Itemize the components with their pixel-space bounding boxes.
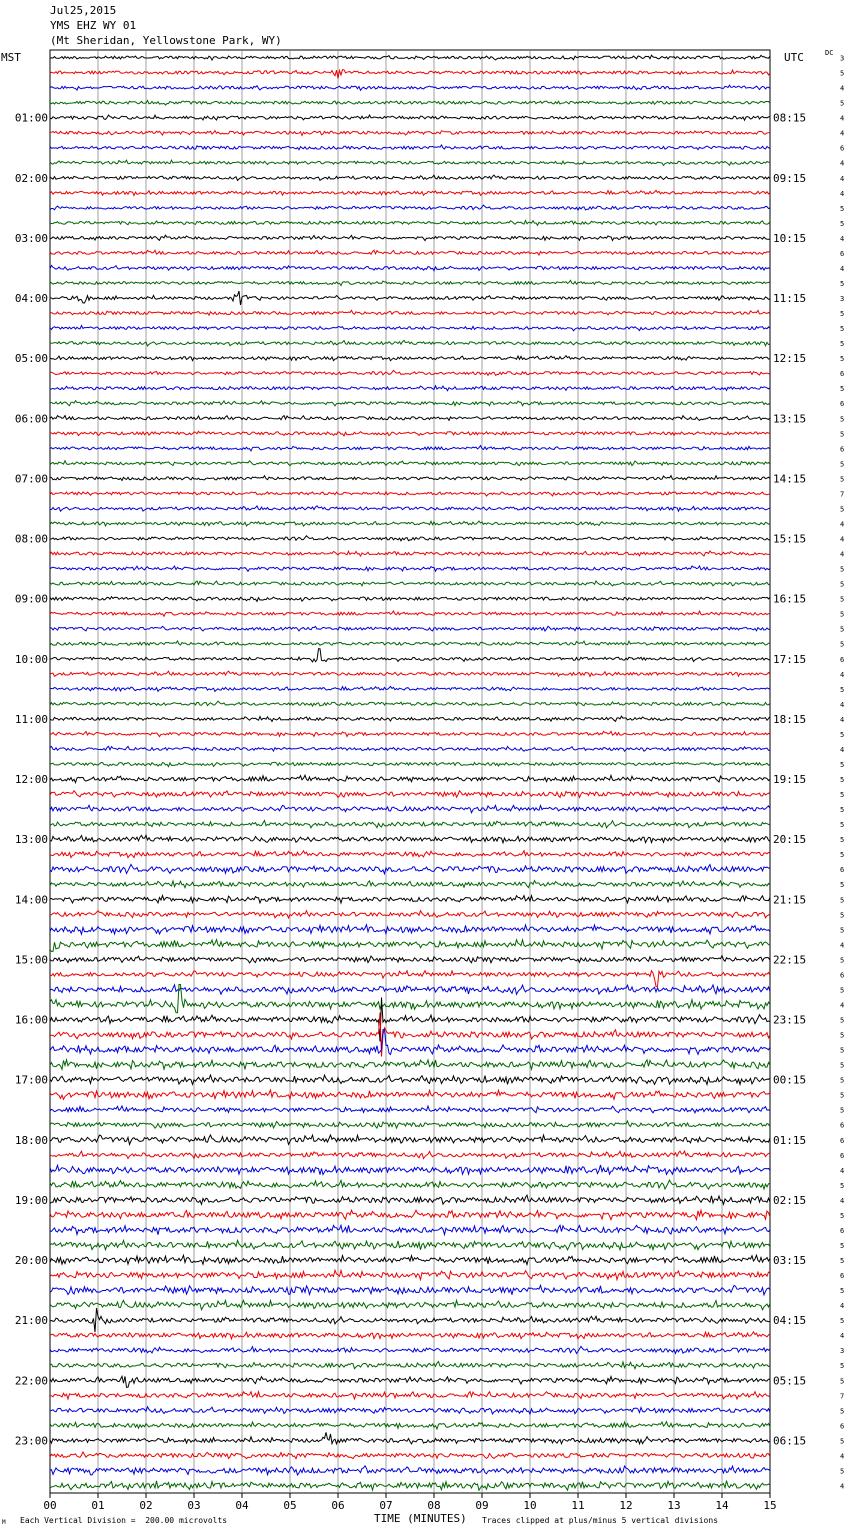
x-tick-label: 02 [139,1499,153,1512]
mst-hour-label: 20:00 [14,1254,48,1268]
mst-hour-label: 06:00 [14,412,48,426]
utc-hour-label: 08:15 [773,111,807,125]
trace-row [50,1407,770,1414]
trace-row [50,265,770,270]
dc-offset-value: 6 [840,370,845,379]
x-tick-label: 03 [187,1499,201,1512]
mst-hour-label: 22:00 [14,1374,48,1388]
dc-offset-value: 5 [840,911,845,920]
dc-offset-value: 5 [840,730,845,739]
dc-offset-value: 5 [840,881,845,890]
trace-row [50,911,770,918]
dc-offset-value: 5 [840,1211,845,1220]
dc-offset-label: DC [825,49,834,57]
trace-row [50,791,770,798]
dc-offset-value: 6 [840,1272,845,1281]
clip-note: Traces clipped at plus/minus 5 vertical divisions [482,1516,719,1525]
x-tick-label: 09 [475,1499,489,1512]
header-date: Jul25,2015 [50,4,117,17]
mst-hour-label: 16:00 [14,1013,48,1027]
utc-hour-label: 05:15 [773,1374,807,1388]
dc-offset-value: 5 [840,355,845,364]
dc-offset-value: 6 [840,971,845,980]
dc-offset-value: 5 [840,926,845,935]
trace-row [50,925,770,935]
mst-hour-label: 04:00 [14,292,48,306]
utc-hour-label: 15:15 [773,532,807,546]
dc-offset-value: 5 [840,986,845,995]
mst-hour-label: 08:00 [14,532,48,546]
trace-row [50,160,770,165]
trace-row [50,971,770,987]
trace-row [50,416,770,421]
header-location: (Mt Sheridan, Yellowstone Park, WY) [50,34,282,47]
trace-row [50,597,770,602]
trace-row [50,401,770,406]
dc-offset-value: 4 [840,159,845,168]
dc-offset-value: 5 [840,760,845,769]
dc-offset-value: 5 [840,836,845,845]
dc-offset-value: 6 [840,866,845,875]
dc-offset-value: 5 [840,69,845,78]
dc-offset-value: 7 [840,1392,845,1401]
dc-offset-value: 5 [840,776,845,785]
trace-row [50,115,770,120]
dc-offset-value: 6 [840,144,845,153]
trace-row [50,551,770,556]
dc-offset-value: 6 [840,249,845,258]
trace-row [50,686,770,691]
dc-offset-value: 6 [840,1422,845,1431]
utc-hour-label: 02:15 [773,1193,807,1207]
trace-row [50,1308,770,1332]
trace-row [50,145,770,150]
dc-offset-value: 5 [840,279,845,288]
utc-hour-label: 09:15 [773,171,807,185]
trace-row [50,190,770,195]
dc-offset-value: 3 [840,54,845,63]
dc-offset-value: 5 [840,1031,845,1040]
trace-row [50,175,770,180]
trace-row [50,1466,770,1475]
trace-row [50,864,770,873]
trace-row [50,280,770,285]
trace-row [50,716,770,721]
trace-row [50,1300,770,1309]
dc-offset-value: 6 [840,1151,845,1160]
dc-offset-value: 5 [840,1407,845,1416]
dc-offset-value: 5 [840,475,845,484]
trace-row [50,235,770,240]
x-axis-title: TIME (MINUTES) [374,1512,467,1525]
x-tick-label: 00 [43,1499,57,1512]
dc-offset-value: 4 [840,670,845,679]
mst-hour-label: 01:00 [14,111,48,125]
trace-row [50,370,770,375]
mst-hour-label: 23:00 [14,1434,48,1448]
dc-offset-value: 4 [840,715,845,724]
dc-offset-value: 4 [840,1452,845,1461]
dc-offset-value: 5 [840,1437,845,1446]
trace-row [50,1180,770,1189]
dc-offset-value: 4 [840,84,845,93]
dc-offset-value: 5 [840,1016,845,1025]
trace-row [50,940,770,952]
utc-hour-label: 01:15 [773,1133,807,1147]
dc-offset-value: 5 [840,580,845,589]
utc-hour-label: 12:15 [773,352,807,366]
dc-offset-value: 7 [840,490,845,499]
dc-offset-value: 4 [840,520,845,529]
utc-hour-label: 21:15 [773,893,807,907]
trace-row [50,762,770,766]
trace-row [50,356,770,361]
trace-row [50,431,770,436]
dc-offset-value: 5 [840,430,845,439]
right-timezone-label: UTC [784,51,804,64]
dc-offset-value: 4 [840,114,845,123]
mst-hour-label: 13:00 [14,833,48,847]
mst-hour-label: 12:00 [14,773,48,787]
trace-row [50,805,770,812]
trace-row [50,476,770,481]
trace-row [50,1376,770,1387]
trace-row [50,1165,770,1175]
trace-row [50,492,770,496]
trace-row [50,1332,770,1339]
mst-hour-label: 17:00 [14,1073,48,1087]
mst-hour-label: 07:00 [14,472,48,486]
dc-offset-value: 5 [840,821,845,830]
trace-row [50,851,770,858]
utc-hour-label: 16:15 [773,592,807,606]
dc-offset-value: 4 [840,174,845,183]
trace-row [50,250,770,255]
trace-row [50,1090,770,1099]
dc-offset-value: 6 [840,400,845,409]
x-tick-label: 12 [619,1499,633,1512]
trace-row [50,1030,770,1055]
dc-offset-value: 5 [840,685,845,694]
mst-hour-label: 02:00 [14,171,48,185]
dc-offset-value: 5 [840,1076,845,1085]
utc-hour-label: 14:15 [773,472,807,486]
utc-hour-label: 22:15 [773,953,807,967]
mst-hour-label: 10:00 [14,652,48,666]
dc-offset-value: 5 [840,1106,845,1115]
trace-row [50,205,770,210]
dc-offset-value: 4 [840,234,845,243]
trace-row [50,611,770,616]
trace-row [50,701,770,706]
x-tick-label: 14 [715,1499,729,1512]
trace-row [50,310,770,315]
trace-row [50,1362,770,1369]
trace-row [50,221,770,226]
trace-row [50,131,770,136]
trace-row [50,1270,770,1279]
dc-offset-value: 5 [840,219,845,228]
x-tick-label: 01 [91,1499,105,1512]
trace-row [50,1106,770,1113]
trace-row [50,1151,770,1159]
trace-row [50,55,770,60]
dc-offset-value: 5 [840,204,845,213]
trace-row [50,1195,770,1204]
dc-offset-value: 4 [840,941,845,950]
x-tick-label: 11 [571,1499,585,1512]
dc-offset-value: 6 [840,655,845,664]
dc-offset-value: 5 [840,610,845,619]
dc-offset-value: 3 [840,295,845,304]
trace-row [50,1422,770,1429]
utc-hour-label: 23:15 [773,1013,807,1027]
dc-offset-value: 5 [840,1362,845,1371]
dc-offset-value: 5 [840,565,845,574]
trace-row [50,835,770,843]
x-tick-label: 15 [763,1499,777,1512]
dc-offset-value: 5 [840,505,845,514]
dc-offset-value: 4 [840,264,845,273]
trace-row [50,1481,770,1491]
trace-row [50,506,770,511]
trace-row [50,1121,770,1128]
trace-row [50,641,770,646]
x-tick-label: 07 [379,1499,393,1512]
dc-offset-value: 5 [840,1091,845,1100]
trace-row [50,70,770,79]
trace-row [50,1392,770,1399]
dc-offset-value: 5 [840,1046,845,1055]
utc-hour-label: 03:15 [773,1254,807,1268]
dc-offset-value: 5 [840,1377,845,1386]
trace-row [50,1285,770,1295]
x-tick-label: 05 [283,1499,297,1512]
trace-row [50,821,770,828]
utc-hour-label: 10:15 [773,231,807,245]
trace-row [50,649,770,662]
trace-row [50,1135,770,1145]
dc-offset-value: 6 [840,1121,845,1130]
dc-offset-value: 4 [840,700,845,709]
utc-hour-label: 19:15 [773,773,807,787]
trace-row [50,1240,770,1249]
trace-row [50,386,770,391]
dc-offset-value: 5 [840,806,845,815]
dc-offset-value: 6 [840,1136,845,1145]
dc-offset-value: 5 [840,415,845,424]
dc-offset-value: 4 [840,129,845,138]
dc-offset-value: 5 [840,1287,845,1296]
dc-offset-value: 5 [840,310,845,319]
dc-offset-value: 5 [840,791,845,800]
utc-hour-label: 04:15 [773,1314,807,1328]
trace-row [50,85,770,90]
dc-offset-value: 5 [840,385,845,394]
dc-offset-value: 3 [840,1347,845,1356]
dc-offset-value: 6 [840,445,845,454]
trace-row [50,461,770,466]
dc-offset-value: 5 [840,1181,845,1190]
dc-offset-value: 4 [840,745,845,754]
mst-hour-label: 05:00 [14,352,48,366]
trace-row [50,1013,770,1057]
trace-row [50,1432,770,1444]
trace-row [50,896,770,904]
dc-offset-value: 4 [840,1332,845,1341]
trace-row [50,101,770,106]
trace-row [50,1346,770,1353]
mst-hour-label: 15:00 [14,953,48,967]
trace-row [50,1225,770,1234]
trace-row [50,326,770,331]
utc-hour-label: 00:15 [773,1073,807,1087]
utc-hour-label: 11:15 [773,292,807,306]
trace-row [50,581,770,586]
dc-offset-value: 5 [840,896,845,905]
dc-offset-value: 4 [840,1166,845,1175]
mst-hour-label: 03:00 [14,231,48,245]
trace-row [50,1075,770,1085]
dc-offset-value: 4 [840,550,845,559]
utc-hour-label: 06:15 [773,1434,807,1448]
trace-row [50,985,770,1013]
utc-hour-label: 17:15 [773,652,807,666]
dc-offset-value: 5 [840,640,845,649]
utc-hour-label: 18:15 [773,712,807,726]
trace-row [50,1060,770,1070]
dc-offset-value: 4 [840,1302,845,1311]
trace-row [50,956,770,963]
trace-row [50,746,770,751]
trace-row [50,671,770,676]
corner-mark: M [2,1519,6,1526]
trace-row [50,775,770,782]
left-timezone-label: MST [1,51,21,64]
dc-offset-value: 5 [840,1317,845,1326]
dc-offset-value: 4 [840,1482,845,1491]
dc-offset-value: 5 [840,595,845,604]
x-tick-label: 13 [667,1499,681,1512]
trace-row [50,985,770,994]
dc-offset-value: 5 [840,325,845,334]
trace-row [50,340,770,346]
mst-hour-label: 09:00 [14,592,48,606]
trace-row [50,291,770,305]
utc-hour-label: 13:15 [773,412,807,426]
dc-offset-value: 5 [840,460,845,469]
trace-row [50,536,770,541]
trace-row [50,881,770,888]
mst-hour-label: 21:00 [14,1314,48,1328]
trace-row [50,446,770,451]
mst-hour-label: 14:00 [14,893,48,907]
dc-offset-value: 5 [840,1467,845,1476]
dc-offset-value: 5 [840,956,845,965]
scale-note: Each Vertical Division = 200.00 microvolts [20,1516,228,1525]
dc-offset-value: 6 [840,1226,845,1235]
dc-offset-value: 5 [840,1241,845,1250]
x-tick-label: 06 [331,1499,345,1512]
dc-offset-value: 4 [840,189,845,198]
dc-offset-value: 5 [840,625,845,634]
dc-offset-value: 5 [840,340,845,349]
x-tick-label: 10 [523,1499,537,1512]
trace-row [50,626,770,631]
trace-row [50,1452,770,1459]
mst-hour-label: 11:00 [14,712,48,726]
trace-row [50,566,770,571]
utc-hour-label: 20:15 [773,833,807,847]
dc-offset-value: 5 [840,1061,845,1070]
trace-row [50,521,770,526]
trace-row [50,1255,770,1264]
dc-offset-value: 4 [840,1001,845,1010]
x-tick-label: 08 [427,1499,441,1512]
dc-offset-value: 4 [840,1196,845,1205]
trace-row [50,1210,770,1220]
x-tick-label: 04 [235,1499,249,1512]
trace-row [50,731,770,736]
dc-offset-value: 5 [840,1257,845,1266]
dc-offset-value: 5 [840,99,845,108]
header-station: YMS EHZ WY 01 [50,19,137,32]
dc-offset-value: 4 [840,535,845,544]
dc-offset-value: 5 [840,851,845,860]
mst-hour-label: 18:00 [14,1133,48,1147]
mst-hour-label: 19:00 [14,1193,48,1207]
